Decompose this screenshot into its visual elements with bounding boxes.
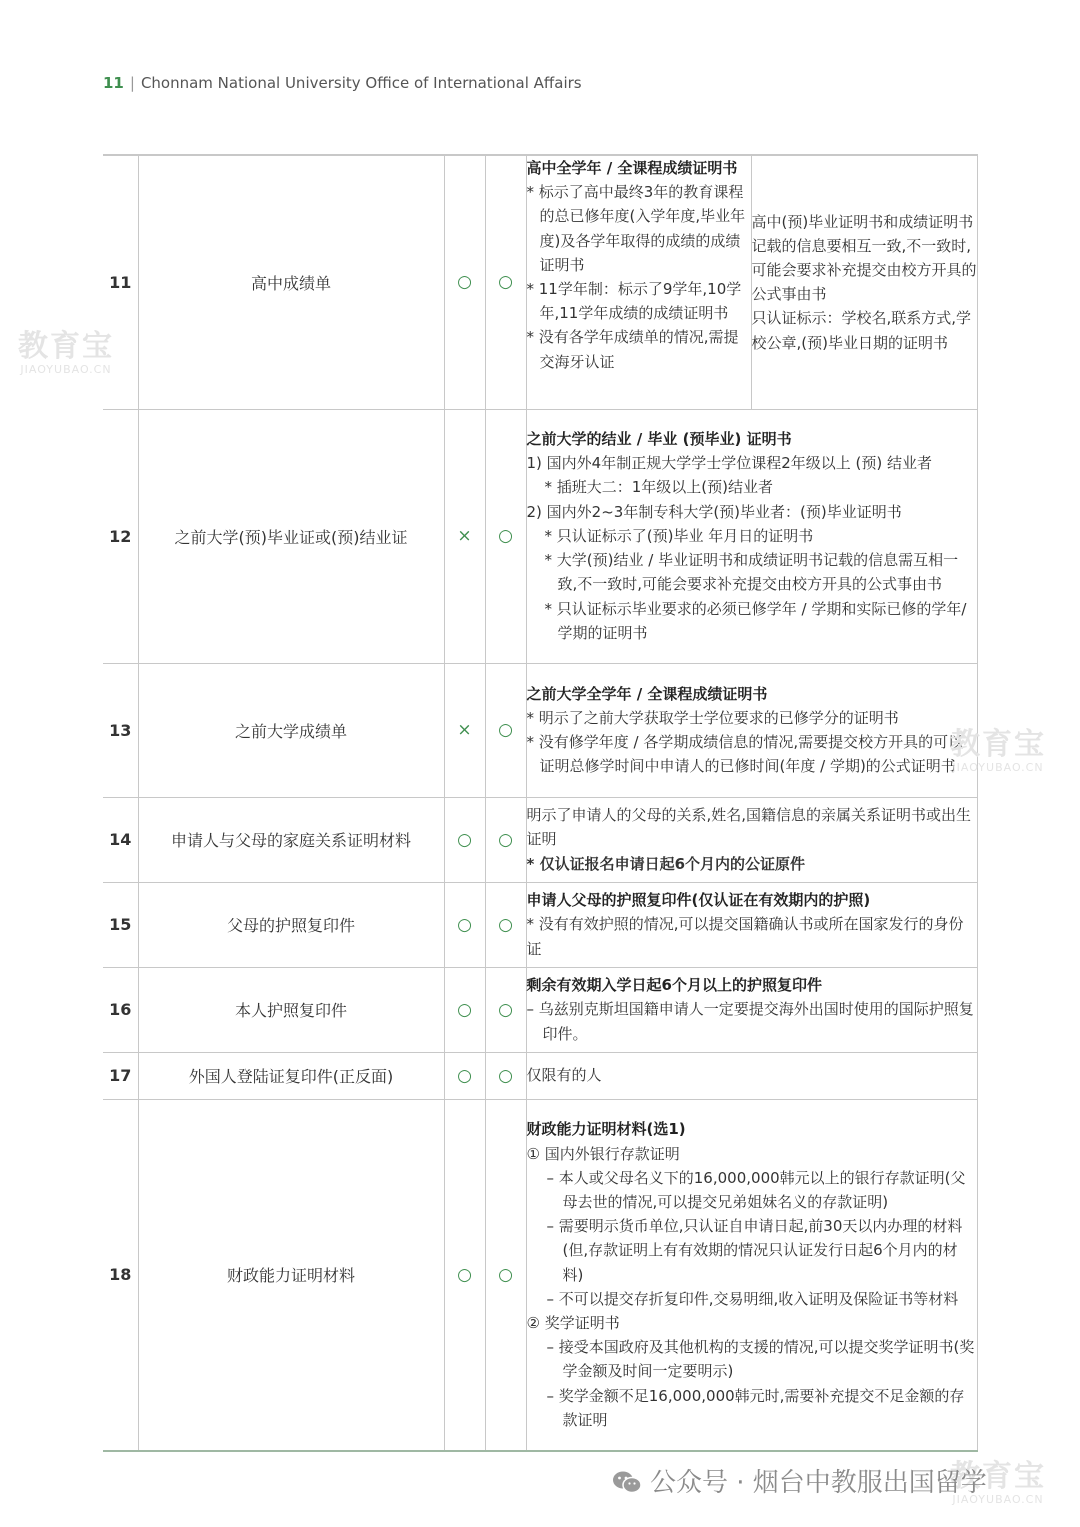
watermark-text: 教育宝 [950,727,1046,762]
row-number: 18 [103,1099,138,1451]
row-number: 13 [103,663,138,797]
table-row [103,409,977,663]
mark-column-1: ○ [444,882,485,967]
remark-text: 仅限有的人 [526,1066,602,1085]
document-name: 申请人与父母的家庭关系证明材料 [138,797,444,882]
remark-cell [526,409,977,663]
remark-cell [526,1099,977,1451]
remark-cell [526,882,977,967]
remark-cell [526,663,977,797]
mark-column-1: ○ [444,1099,485,1451]
remark-dash-item: – 乌兹别克斯坦国籍申请人一定要提交海外出国时使用的国际护照复印件。 [526,1000,974,1043]
mark-column-2: ○ [485,1099,526,1451]
remark-bullet: * 只认证标示了(预)毕业 年月日的证明书 [544,526,814,545]
table-row [103,1052,977,1099]
document-name: 外国人登陆证复印件(正反面) [138,1052,444,1099]
remark-option: ② 奖学证明书 [526,1314,620,1333]
row-number: 16 [103,967,138,1052]
document-name: 之前大学(预)毕业证或(预)结业证 [138,409,444,663]
remark-cell [526,967,977,1052]
remark-bullet: * 没有各学年成绩单的情况,需提交海牙认证 [526,328,739,371]
remark-cell [526,1052,977,1099]
table-row [103,1099,977,1451]
mark-column-2: ○ [485,967,526,1052]
remark-dash-item: – 接受本国政府及其他机构的支援的情况,可以提交奖学证明书(奖学金额及时间一定要明示) [546,1338,975,1381]
remark-title: 之前大学全学年 / 全课程成绩证明书 [526,684,768,703]
watermark [18,329,114,376]
footer-account [612,1462,987,1499]
footer-text: 公众号 · 烟台中教服出国留学 [650,1468,987,1498]
document-name: 之前大学成绩单 [138,663,444,797]
table-row [103,663,977,797]
remark-option: ① 国内外银行存款证明 [526,1144,680,1163]
document-name: 本人护照复印件 [138,967,444,1052]
watermark-domain: JIAOYUBAO.CN [952,1493,1044,1506]
remark-dash-item: – 不可以提交存折复印件,交易明细,收入证明及保险证书等材料 [546,1289,959,1308]
table-row [103,155,977,409]
header-separator: | [129,74,135,92]
remark-dash-item: – 需要明示货币单位,只认证自申请日起,前30天以内办理的材料(但,存款证明上有有效期的情况只认证发行日起6个月内的材料) [546,1217,963,1284]
remark-note: 高中(预)毕业证明书和成绩证明书记载的信息要相互一致,不一致时,可能会要求补充提交由校方开具的公式事由书 [751,212,977,304]
requirements-table [103,154,978,1452]
remark-cell [526,797,977,882]
mark-column-1: ○ [444,967,485,1052]
page-header [103,74,582,92]
remark-cell [526,155,751,409]
mark-column-2: ○ [485,797,526,882]
wechat-icon [612,1470,642,1494]
table-row [103,797,977,882]
row-number: 11 [103,155,138,409]
remark-note: 只认证标示：学校名,联系方式,学校公章,(预)毕业日期的证明书 [751,309,972,352]
header-title: Chonnam National University Office of International Affairs [140,74,582,92]
mark-column-1: ○ [444,797,485,882]
remark-bullet: * 明示了之前大学获取学士学位要求的已修学分的证明书 [526,708,899,727]
mark-column-2: ○ [485,882,526,967]
remark-title: 高中全学年 / 全课程成绩证明书 [526,159,738,177]
watermark-text: 教育宝 [18,329,114,364]
row-number: 12 [103,409,138,663]
table-row [103,967,977,1052]
remark-title: 之前大学的结业 / 毕业 (预毕业) 证明书 [526,430,792,449]
mark-column-1: × [444,663,485,797]
mark-column-2: ○ [485,1052,526,1099]
remark-bullet: * 没有有效护照的情况,可以提交国籍确认书或所在国家发行的身份证 [526,915,964,958]
watermark-domain: JIAOYUBAO.CN [20,363,112,376]
mark-column-2: ○ [485,663,526,797]
remark-bullet: * 11学年制：标示了9学年,10学年,11学年成绩的成绩证明书 [526,280,742,323]
watermark-text: 教育宝 [950,1459,1046,1494]
remark-item: 2) 国内外2~3年制专科大学(预)毕业者：(预)毕业证明书 [526,502,902,521]
remark-title: 财政能力证明材料(选1) [526,1120,686,1139]
remark-bullet: * 插班大二：1年级以上(预)结业者 [544,478,774,497]
document-name: 高中成绩单 [138,155,444,409]
remark-bullet: * 没有修学年度 / 各学期成绩信息的情况,需要提交校方开具的可以证明总修学时间中申请人的已修时间(年度 / 学期)的公式证明书 [526,733,964,776]
remark-bullet: * 标示了高中最终3年的教育课程的总已修年度(入学年度,毕业年度)及各学年取得的成绩的成绩证明书 [526,183,746,274]
row-number: 17 [103,1052,138,1099]
page-number: 11 [103,74,124,92]
remark-item: 1) 国内外4年制正规大学学士学位课程2年级以上 (预) 结业者 [526,454,932,473]
remark-title: 申请人父母的护照复印件(仅认证在有效期内的护照) [526,891,871,910]
remark-note-cell [751,155,977,409]
remark-dash-item: – 奖学金额不足16,000,000韩元时,需要补充提交不足金额的存款证明 [546,1386,965,1429]
row-number: 15 [103,882,138,967]
watermark [950,727,1046,774]
remark-bullet: * 仅认证报名申请日起6个月内的公证原件 [526,854,806,873]
remark-bullet: * 只认证标示毕业要求的必须已修学年 / 学期和实际已修的学年/学期的证明书 [544,599,967,642]
remark-dash-item: – 本人或父母名义下的16,000,000韩元以上的银行存款证明(父母去世的情况,可以提交兄弟姐妹名义的存款证明) [546,1168,966,1212]
document-name: 父母的护照复印件 [138,882,444,967]
remark-bullet: * 大学(预)结业 / 毕业证明书和成绩证明书记载的信息需互相一致,不一致时,可能会要求补充提交由校方开具的公式事由书 [544,551,959,594]
document-name: 财政能力证明材料 [138,1099,444,1451]
table-row [103,882,977,967]
row-number: 14 [103,797,138,882]
mark-column-1: × [444,409,485,663]
mark-column-1: ○ [444,1052,485,1099]
remark-title: 剩余有效期入学日起6个月以上的护照复印件 [526,976,822,995]
mark-column-2: ○ [485,409,526,663]
watermark-domain: JIAOYUBAO.CN [952,761,1044,774]
remark-text: 明示了申请人的父母的关系,姓名,国籍信息的亲属关系证明书或出生证明 [526,806,972,849]
mark-column-2: ○ [485,155,526,409]
mark-column-1: ○ [444,155,485,409]
